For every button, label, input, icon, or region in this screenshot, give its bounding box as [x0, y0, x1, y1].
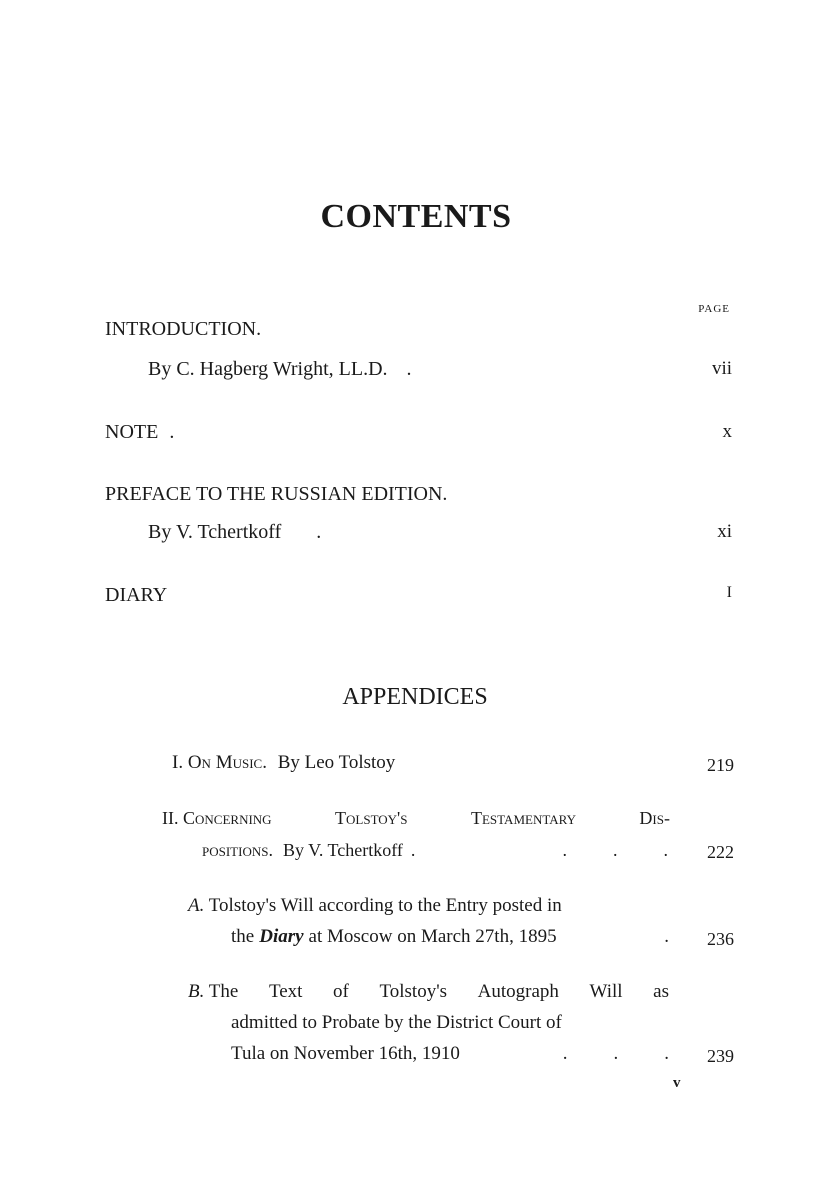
toc-preface-page: xi [717, 521, 732, 542]
appendix-ii-num: II. [162, 808, 179, 828]
appendix-a-letter: A. [188, 895, 205, 916]
appendix-ii-word: Concerning [183, 808, 272, 828]
toc-preface-author: By V. Tchertkoff [148, 521, 282, 543]
appendix-b-word: as [653, 981, 669, 1002]
appendix-ii-author: By V. Tchertkoff [282, 840, 403, 860]
appendix-ii-line1 [162, 808, 670, 829]
appendix-i-page: 219 [707, 755, 734, 775]
toc-introduction-page: vii [711, 358, 732, 379]
appendix-b-line3 [231, 1043, 669, 1065]
appendix-i-author: By Leo Tolstoy [277, 752, 396, 773]
toc-leader: . [664, 926, 669, 947]
appendix-ii-word: Testamentary [470, 808, 576, 828]
toc-leader: . [562, 1043, 568, 1064]
appendix-b-line2: admitted to Probate by the District Court of [231, 1012, 562, 1033]
toc-leader: . [169, 421, 175, 443]
appendix-a-text-post: at Moscow on March 27th, 1895 [308, 926, 557, 947]
appendix-i [172, 752, 395, 774]
folio-page-number: v [673, 1075, 681, 1091]
appendix-ii-line2 [202, 840, 668, 861]
appendix-b-word: Autograph [477, 981, 559, 1002]
toc-leader: . [663, 840, 668, 860]
toc-leader: . [316, 521, 322, 543]
appendix-b-text: Tula on November 16th, 1910 [231, 1043, 460, 1064]
appendix-b-page: 239 [707, 1046, 734, 1066]
toc-diary-page: I [726, 584, 732, 601]
toc-leader: . [406, 358, 412, 380]
appendix-a-text: Tolstoy's Will according to the Entry posted in [208, 895, 562, 916]
appendix-a-diary: Diary [259, 926, 304, 947]
toc-preface-label: PREFACE TO THE RUSSIAN EDITION. [105, 483, 448, 505]
appendix-b-word: Text [268, 981, 303, 1002]
appendix-ii-page: 222 [707, 842, 734, 862]
appendix-ii-word: Tolstoy's [335, 808, 408, 828]
appendix-ii-word: Dis- [639, 808, 670, 828]
toc-leader: . [562, 840, 567, 860]
appendix-a-text-pre: the [231, 926, 255, 947]
appendix-b-word: The [208, 981, 239, 1002]
appendices-heading: APPENDICES [342, 684, 488, 710]
toc-note [105, 421, 174, 444]
toc-leader: . [613, 840, 618, 860]
appendix-b-word: Tolstoy's [379, 981, 448, 1002]
appendix-ii-title-cont: positions. [202, 840, 273, 860]
appendix-i-title: On Music. [187, 752, 267, 773]
toc-diary-label: DIARY [105, 584, 168, 606]
appendix-a-line2 [231, 926, 669, 948]
page-title: CONTENTS [320, 198, 512, 235]
page-column-header: PAGE [698, 303, 730, 315]
appendix-b-letter: B. [188, 981, 205, 1002]
appendix-a-page: 236 [707, 929, 734, 949]
toc-introduction-author: By C. Hagberg Wright, LL.D. [148, 358, 388, 380]
toc-preface-sub [148, 521, 321, 544]
appendix-b-line1 [188, 981, 669, 1003]
toc-leader: . [410, 840, 416, 860]
appendix-b-word: of [333, 981, 349, 1002]
appendix-b-word: Will [589, 981, 623, 1002]
toc-introduction-sub [148, 358, 412, 381]
toc-introduction-label: INTRODUCTION. [105, 318, 262, 340]
appendix-i-num: I. [172, 752, 184, 773]
toc-leader: . [613, 1043, 619, 1064]
appendix-a-line1 [188, 895, 562, 917]
toc-leader: . [664, 1043, 669, 1064]
toc-note-label: NOTE [105, 421, 159, 443]
toc-note-page: x [722, 421, 732, 442]
